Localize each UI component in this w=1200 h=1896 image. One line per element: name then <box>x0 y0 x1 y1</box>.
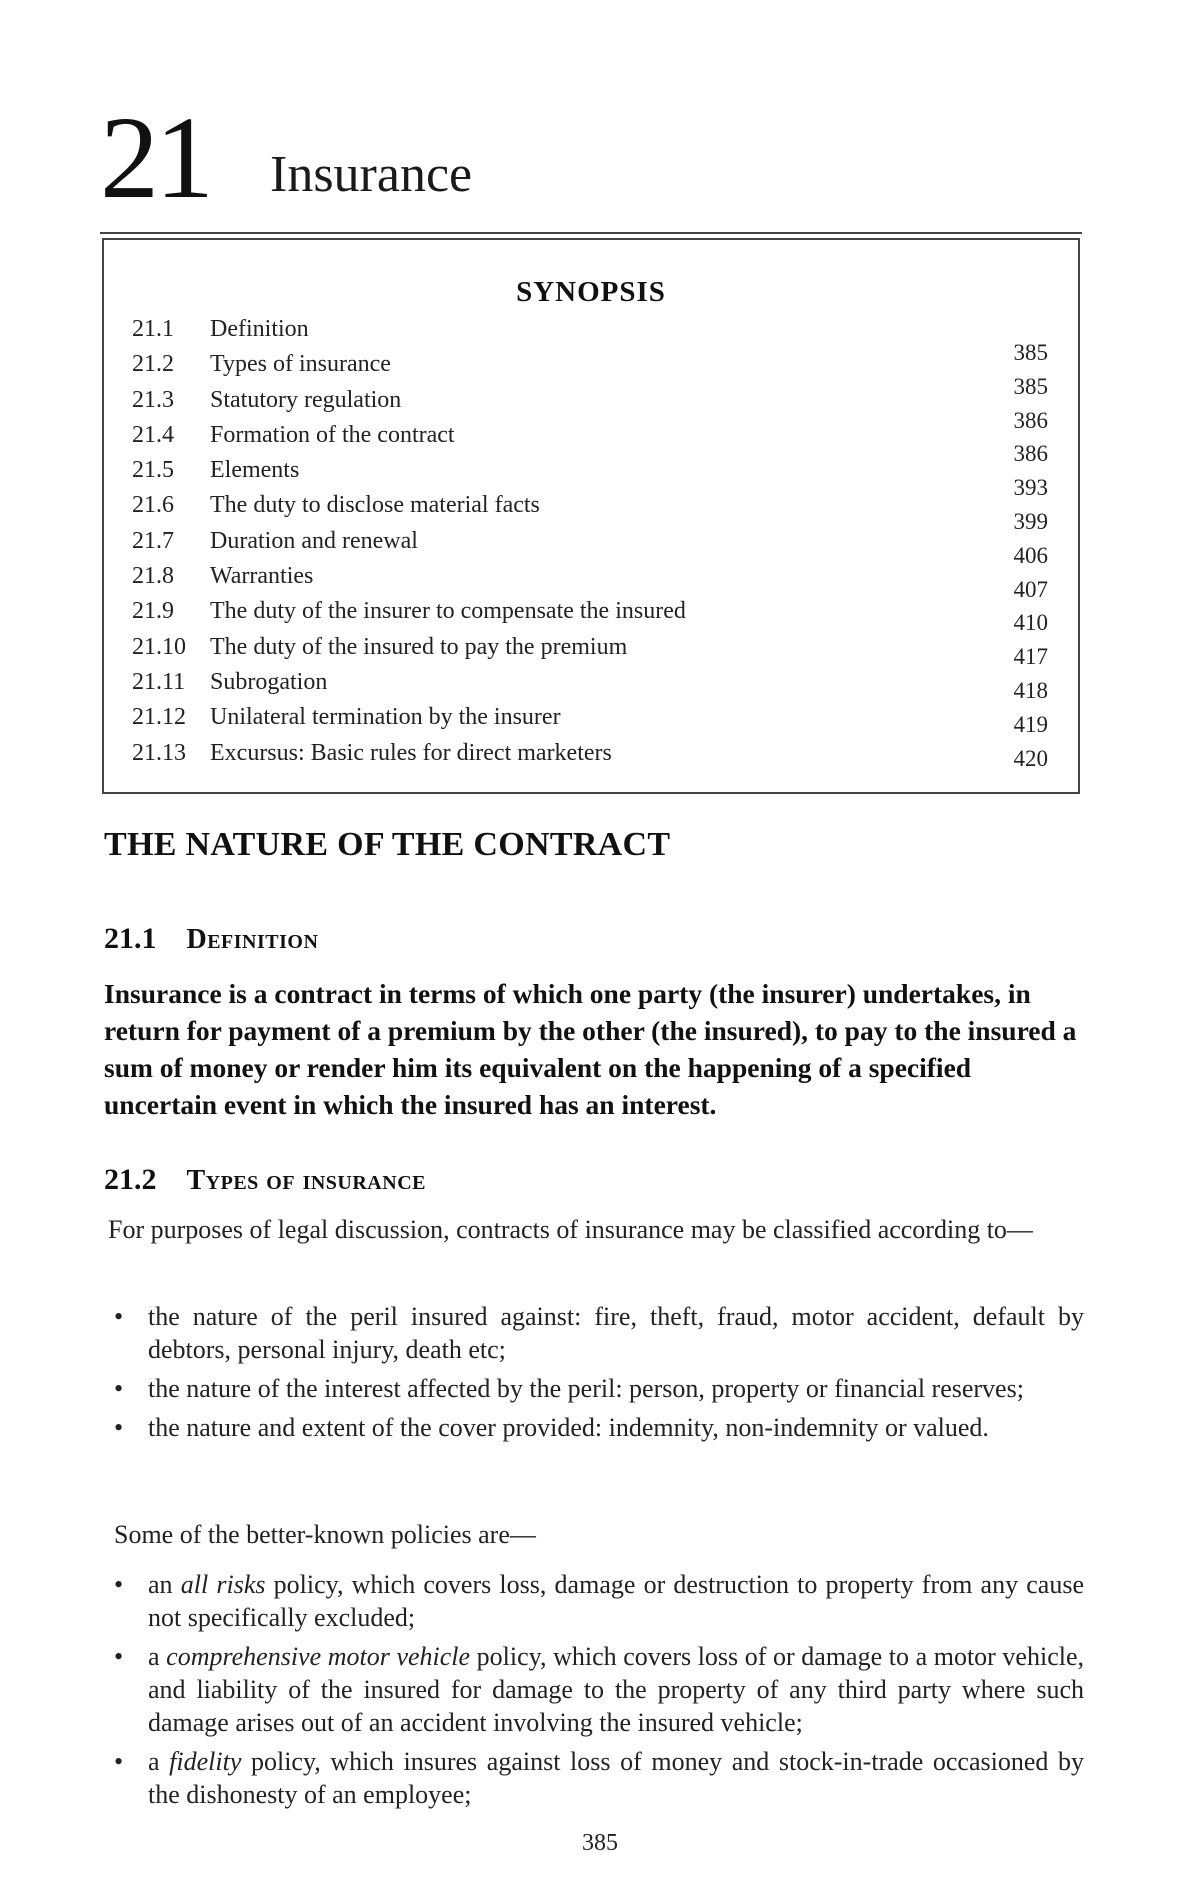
synopsis-page-ref: 406 <box>1013 542 1048 568</box>
policy-description: policy, which covers loss, damage or destruction to property from any cause not specifically excluded; <box>148 1570 1084 1632</box>
synopsis-item-number: 21.11 <box>132 668 186 695</box>
synopsis-item <box>132 634 1062 669</box>
synopsis-item-text: The duty to disclose material facts <box>210 492 540 519</box>
policy-prefix: a <box>148 1642 167 1671</box>
synopsis-item-text: Definition <box>210 316 309 342</box>
policy-term: all risks <box>180 1570 266 1599</box>
policy-term: fidelity <box>169 1747 242 1776</box>
synopsis-item-text: Formation of the contract <box>210 421 455 448</box>
synopsis-page-column <box>988 340 1048 779</box>
policy-prefix: an <box>148 1570 181 1599</box>
synopsis-item <box>132 492 1062 527</box>
synopsis-title: SYNOPSIS <box>516 276 666 308</box>
section-number: 21.2 <box>104 1163 157 1196</box>
list-item <box>104 1745 1084 1811</box>
synopsis-item-number: 21.13 <box>132 739 186 766</box>
chapter-number: 21 <box>100 92 210 223</box>
synopsis-item-text: Excursus: Basic rules for direct marketers <box>210 739 612 766</box>
policy-term: comprehensive motor vehicle <box>166 1642 471 1671</box>
definition-paragraph: Insurance is a contract in terms of which one party (the insurer) undertakes, in return for payment of a premium by the other (the insured), to pay to the insured a sum of money or render him its equivalent on the happening of a specified uncertain event in which the insured has an interest. <box>104 978 1077 1120</box>
synopsis-item-text: Types of insurance <box>210 351 391 378</box>
bullet-icon: • <box>114 1570 124 1599</box>
synopsis-list <box>132 316 1062 775</box>
synopsis-page-ref: 419 <box>1013 711 1048 737</box>
synopsis-item-number: 21.12 <box>132 704 186 731</box>
classification-bullet-list <box>104 1300 1084 1450</box>
synopsis-item-number: 21.3 <box>132 386 174 413</box>
policy-description: policy, which insures against loss of money and stock-in-trade occasioned by the dishonesty of an employee; <box>148 1747 1084 1809</box>
synopsis-item-number: 21.8 <box>132 563 174 590</box>
synopsis-page-ref: 386 <box>1013 407 1048 433</box>
synopsis-item-number: 21.5 <box>132 457 174 484</box>
bullet-icon: • <box>114 1413 124 1442</box>
synopsis-item-text: Unilateral termination by the insurer <box>210 704 561 731</box>
synopsis-item <box>132 563 1062 598</box>
synopsis-item <box>132 316 1062 351</box>
page-number: 385 <box>582 1830 618 1856</box>
section-title: Definition <box>186 924 319 955</box>
list-item-text: the nature of the interest affected by the peril: person, property or financial reserves; <box>148 1374 1024 1403</box>
types-intro-paragraph: For purposes of legal discussion, contracts of insurance may be classified according to— <box>108 1215 1033 1244</box>
synopsis-item <box>132 528 1062 563</box>
synopsis-item-text: Elements <box>210 457 300 484</box>
section-title: Types of insurance <box>186 1165 426 1196</box>
bullet-icon: • <box>114 1747 124 1776</box>
section-heading-types <box>104 1163 426 1197</box>
synopsis-page-ref: 385 <box>1013 373 1048 399</box>
synopsis-page-ref: 410 <box>1013 610 1048 636</box>
synopsis-page-ref: 399 <box>1013 508 1048 534</box>
chapter-heading <box>100 92 473 223</box>
synopsis-item-number: 21.9 <box>132 598 174 625</box>
bullet-icon: • <box>114 1374 124 1403</box>
chapter-title: Insurance <box>270 146 473 203</box>
part-heading: THE NATURE OF THE CONTRACT <box>104 826 671 863</box>
synopsis-top-rule <box>100 230 1082 234</box>
synopsis-page-ref: 386 <box>1013 441 1048 467</box>
synopsis-item-number: 21.1 <box>132 316 174 342</box>
list-item <box>104 1300 1084 1366</box>
synopsis-item <box>132 704 1062 739</box>
synopsis-item-number: 21.4 <box>132 421 174 448</box>
policies-intro-paragraph: Some of the better-known policies are— <box>114 1520 536 1549</box>
policy-description: policy, which covers loss of or damage to a motor vehicle, and liability of the insured for damage to the property of any third party where such damage arises out of an accident involving the insured vehicle; <box>148 1642 1084 1737</box>
list-item <box>104 1568 1084 1634</box>
list-item-text: the nature of the peril insured against: fire, theft, fraud, motor accident, default by debtors, personal injury, death etc; <box>148 1302 1084 1364</box>
section-number: 21.1 <box>104 922 157 955</box>
list-item <box>104 1411 1084 1444</box>
bullet-icon: • <box>114 1302 124 1331</box>
synopsis-item-text: The duty of the insured to pay the premium <box>210 633 628 660</box>
synopsis-page-ref: 417 <box>1013 644 1048 670</box>
policies-bullet-list <box>104 1568 1084 1817</box>
synopsis-item-number: 21.6 <box>132 492 174 519</box>
synopsis-item-number: 21.7 <box>132 527 174 554</box>
synopsis-item <box>132 351 1062 386</box>
synopsis-item-number: 21.10 <box>132 633 186 660</box>
synopsis-item-text: The duty of the insurer to compensate the insured <box>210 598 686 625</box>
synopsis-item <box>132 669 1062 704</box>
list-item-text: the nature and extent of the cover provided: indemnity, non-indemnity or valued. <box>148 1413 989 1442</box>
synopsis-page-ref: 420 <box>1013 745 1048 771</box>
synopsis-item-text: Duration and renewal <box>210 527 418 554</box>
policy-prefix: a <box>148 1747 170 1776</box>
synopsis-item-text: Subrogation <box>210 668 328 695</box>
synopsis-page-ref: 393 <box>1013 475 1048 501</box>
synopsis-item <box>132 457 1062 492</box>
synopsis-page-ref: 418 <box>1013 677 1048 703</box>
bullet-icon: • <box>114 1642 124 1671</box>
synopsis-item-number: 21.2 <box>132 351 174 378</box>
list-item <box>104 1372 1084 1405</box>
synopsis-item <box>132 387 1062 422</box>
section-heading-definition <box>104 922 318 956</box>
list-item <box>104 1640 1084 1739</box>
synopsis-item-text: Warranties <box>210 563 314 590</box>
synopsis-page-ref: 407 <box>1013 576 1048 602</box>
synopsis-item-text: Statutory regulation <box>210 386 402 413</box>
synopsis-item <box>132 422 1062 457</box>
synopsis-item <box>132 598 1062 633</box>
synopsis-item <box>132 740 1062 775</box>
synopsis-page-ref: 385 <box>1013 340 1048 365</box>
synopsis-box <box>102 238 1080 794</box>
